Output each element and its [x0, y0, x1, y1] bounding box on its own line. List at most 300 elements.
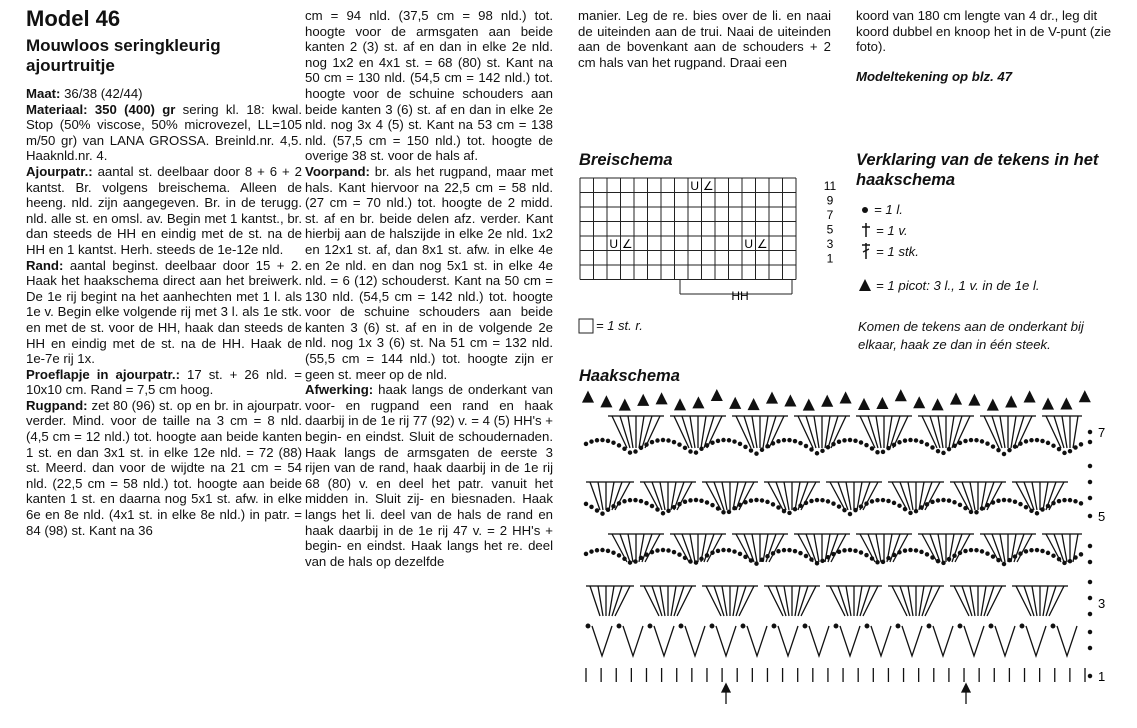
- chain-dot: [914, 439, 917, 442]
- chain-dot: [678, 443, 681, 446]
- legend-picot-text: = 1 picot: 3 l., 1 v. in de 1e l.: [876, 278, 1040, 293]
- chain-dot: [876, 451, 879, 454]
- chain-dot: [667, 549, 670, 552]
- chain-dot: [741, 624, 745, 628]
- paragraph-text: aantal st. deelbaar door 8 + 6 + 2 kantst. Br. volgens breischema. Alleen de heeng. nld. zijn aangegeven. Br. in de terugg. nld. alle st. en omsl. av. Begin met 1 kantst., br. dan steeds de HH en eindig met de st. na de HH en 1 kantst. Herh. steeds de 1e-12e nld.: [26, 163, 302, 257]
- chain-dot: [656, 549, 659, 552]
- chain-dot: [931, 446, 934, 449]
- chain-dot: [1057, 500, 1060, 503]
- chain-dot: [821, 499, 824, 502]
- paragraph-label: Afwerking:: [305, 382, 374, 398]
- picot-triangle: [896, 391, 906, 401]
- chain-dot: [694, 451, 697, 454]
- chain-dot: [958, 624, 962, 628]
- chain-dot: [1002, 452, 1005, 455]
- model-subtitle: Mouwloos seringkleurig ajourtruitje: [26, 36, 221, 75]
- chain-dot: [727, 439, 730, 442]
- chain-dot: [887, 499, 890, 502]
- chain-dot: [1063, 499, 1066, 502]
- chain-dot: [766, 500, 769, 503]
- chain-dot: [755, 562, 758, 565]
- chain-dot: [623, 500, 626, 503]
- picot-triangle: [657, 394, 667, 404]
- chain-dot: [711, 441, 714, 444]
- legend-dc: [858, 242, 919, 260]
- chain-dot: [1088, 580, 1091, 583]
- chain-dot: [936, 450, 939, 453]
- chain-dot: [799, 442, 802, 445]
- chain-dot: [804, 554, 807, 557]
- chain-dot: [722, 511, 725, 514]
- column-3-text: manier. Leg de re. bies over de li. en naai de uiteinden aan de trui. Naai de uiteinden aan de bovenkant aan de schouders + 2 cm hals van het rugpand. Draai een: [578, 8, 831, 70]
- chain-dot: [909, 511, 912, 514]
- chain-dot: [1052, 554, 1055, 557]
- chain-dot: [777, 440, 780, 443]
- chain-dot: [1052, 444, 1055, 447]
- haakschema-title: Haakschema: [579, 367, 680, 385]
- picot-triangle: [841, 393, 851, 403]
- picot-triangle: [877, 398, 887, 408]
- chain-dot: [760, 499, 763, 502]
- picot-triangle: [1061, 399, 1071, 409]
- chain-dot: [903, 439, 906, 442]
- chain-dot: [986, 552, 989, 555]
- column-4: [856, 8, 1121, 84]
- paragraph-label: Maat:: [26, 86, 61, 101]
- chain-dot: [744, 445, 747, 448]
- chain-dot: [931, 500, 934, 503]
- chain-dot: [1079, 443, 1082, 446]
- col1-paragraph: [26, 164, 302, 258]
- row-number: 5: [826, 222, 834, 237]
- sc-v-stitch: [592, 626, 612, 656]
- paragraph-label: Ajourpatr.:: [26, 163, 93, 179]
- chain-dot: [777, 550, 780, 553]
- chain-dot: [958, 441, 961, 444]
- chain-dot: [837, 440, 840, 443]
- chain-dot: [1074, 500, 1077, 503]
- chain-dot: [964, 439, 967, 442]
- chain-dot: [964, 507, 967, 510]
- col2-paragraph: [305, 164, 553, 382]
- picot-triangle: [601, 397, 611, 407]
- column-2: [305, 8, 553, 569]
- chain-dot: [716, 439, 719, 442]
- sc-v-stitch: [685, 626, 705, 656]
- legend-dc-text: = 1 stk.: [876, 244, 919, 259]
- chain-dot: [705, 501, 708, 504]
- chain-dot: [1088, 612, 1091, 615]
- chain-dot: [661, 512, 664, 515]
- chain-dot: [865, 444, 868, 447]
- row-number: 11: [823, 179, 837, 193]
- chain-dot: [755, 498, 758, 501]
- chain-dot: [969, 510, 972, 513]
- picot-triangle: [712, 390, 722, 400]
- chain-dot: [601, 438, 604, 441]
- chain-dot: [1088, 430, 1091, 433]
- chain-dot: [710, 624, 714, 628]
- row-number: 1: [1098, 669, 1106, 684]
- chain-dot: [1019, 503, 1022, 506]
- chain-dot: [716, 549, 719, 552]
- knit-symbol: U: [744, 237, 754, 251]
- chain-dot: [634, 450, 637, 453]
- paragraph-text: cm = 94 nld. (37,5 cm = 98 nld.) tot. hoogte voor de armsgaten aan beide kanten 2 (3) st. af en dan in elke 2e nld. nog 1x2 en 4x1 st. = 68 (80) st. Kant na 50 cm = 130 nld. (54,5 cm = 142 nld.) tot. hoogte voor de schuine schouders aan beide kanten 3 (6) st. af en dan in elke 2e nld. nog 3x 4 (5) st. Kant na 53 cm = 138 nld. (57,5 cm = 150 nld.) tot. hoogte de overige 38 st. voor de hals af.: [305, 8, 553, 164]
- picot-triangle: [583, 392, 593, 402]
- picot-triangle: [638, 395, 648, 405]
- chain-dot: [815, 452, 818, 455]
- chain-dot: [1088, 440, 1091, 443]
- column-4-text: koord van 180 cm lengte van 4 dr., leg dit koord dubbel en knoop het in de V-punt (zie foto).: [856, 8, 1112, 55]
- chain-dot: [854, 439, 857, 442]
- chain-dot: [834, 624, 838, 628]
- chain-dot: [672, 441, 675, 444]
- row-number: 5: [1098, 509, 1106, 524]
- chain-dot: [892, 501, 895, 504]
- picot-triangle: [804, 400, 814, 410]
- chain-dot: [810, 448, 813, 451]
- legend-chain-text: = 1 l.: [874, 202, 903, 217]
- row-number: 3: [826, 237, 834, 251]
- chain-dot: [859, 551, 862, 554]
- sc-v-stitch: [995, 626, 1015, 656]
- row-number: 9: [826, 193, 834, 208]
- picot-triangle: [822, 396, 832, 406]
- chain-dot: [997, 449, 1000, 452]
- sc-v-stitch: [902, 626, 922, 656]
- picot-triangle: [933, 400, 943, 410]
- chain-dot: [947, 448, 950, 451]
- chain-dot: [1088, 464, 1091, 467]
- chain-dot: [837, 505, 840, 508]
- picot-triangle: [988, 400, 998, 410]
- chain-dot: [584, 442, 587, 445]
- chain-dot: [1046, 441, 1049, 444]
- chain-dot: [683, 500, 686, 503]
- chain-dot: [679, 624, 683, 628]
- knit-stitch-icon: [578, 318, 594, 334]
- chain-dot: [1079, 553, 1082, 556]
- paragraph-label: Rugpand:: [26, 397, 88, 413]
- paragraph-text: aantal beginst. deelbaar door 15 + 2. Haak het haakschema direct aan het breiwerk. De 1e rij begint na het aanhechten met 1 l. als 1e v. Begin elke volgende rij met 3 l. als 1e stk. en met de st. voor de HH, haak dan steeds de HH en eindig met de st. na de HH. Haak de 1e-7e rij 1x.: [26, 257, 302, 367]
- chain-dot: [1013, 500, 1016, 503]
- chain-dot: [722, 438, 725, 441]
- column-3: [578, 8, 831, 70]
- column-1: [26, 6, 302, 538]
- chain-dot: [1008, 499, 1011, 502]
- chain-dot: [1020, 624, 1024, 628]
- chain-dot: [678, 553, 681, 556]
- chain-dot: [1051, 624, 1055, 628]
- chain-dot: [843, 439, 846, 442]
- chain-dot: [672, 551, 675, 554]
- chain-dot: [1046, 551, 1049, 554]
- chain-dot: [617, 444, 620, 447]
- chain-dot-icon: [862, 207, 868, 213]
- chain-dot: [903, 549, 906, 552]
- sc-v-stitch: [1057, 626, 1077, 656]
- chain-dot: [914, 510, 917, 513]
- chain-dot: [947, 499, 950, 502]
- legend-picot: [858, 278, 1040, 293]
- model-title: Model 46: [26, 6, 121, 31]
- chain-dot: [1088, 544, 1091, 547]
- chain-dot: [700, 499, 703, 502]
- chain-dot: [1024, 440, 1027, 443]
- chain-dot: [826, 500, 829, 503]
- chain-dot: [1035, 512, 1038, 515]
- chain-dot: [870, 500, 873, 503]
- modeltekening-ref: Modeltekening op blz. 47: [856, 68, 1013, 84]
- chain-dot: [683, 446, 686, 449]
- chain-dot: [991, 555, 994, 558]
- chain-dot: [989, 624, 993, 628]
- chain-dot: [617, 554, 620, 557]
- col2-paragraph: [305, 382, 553, 569]
- paragraph-label: Voorpand:: [305, 163, 370, 179]
- chain-dot: [1057, 448, 1060, 451]
- row-number: 1: [826, 251, 834, 266]
- chain-dot: [909, 548, 912, 551]
- chain-dot: [1088, 596, 1091, 599]
- paragraph-label: Materiaal: 350 (400) gr: [26, 101, 176, 117]
- chain-dot: [898, 441, 901, 444]
- picot-triangle: [767, 393, 777, 403]
- chain-dot: [1035, 548, 1038, 551]
- chain-dot: [848, 548, 851, 551]
- chain-dot: [771, 503, 774, 506]
- breischema-title: Breischema: [579, 151, 673, 169]
- chain-dot: [832, 502, 835, 505]
- chain-dot: [606, 549, 609, 552]
- chain-dot: [1008, 449, 1011, 452]
- legend-note: Komen de tekens aan de onderkant bij elkaar, haak ze dan in één steek.: [858, 319, 1084, 352]
- chain-dot: [788, 549, 791, 552]
- chain-dot: [799, 552, 802, 555]
- sc-v-stitch: [1026, 626, 1046, 656]
- haakschema-chart: [580, 386, 1110, 716]
- chain-dot: [975, 549, 978, 552]
- chain-dot: [689, 450, 692, 453]
- chain-dot: [837, 550, 840, 553]
- chain-dot: [969, 438, 972, 441]
- chain-dot: [1079, 502, 1082, 505]
- chain-dot: [1030, 549, 1033, 552]
- chain-dot: [881, 450, 884, 453]
- picot-triangle: [1080, 392, 1090, 402]
- picot-triangle: [969, 395, 979, 405]
- chain-dot: [661, 438, 664, 441]
- chain-dot: [848, 438, 851, 441]
- chain-dot: [881, 498, 884, 501]
- knit-symbol: U: [690, 179, 700, 193]
- sc-v-stitch: [778, 626, 798, 656]
- chain-dot: [689, 499, 692, 502]
- chain-dot: [920, 440, 923, 443]
- col2-paragraph: [305, 8, 553, 164]
- chain-dot: [815, 498, 818, 501]
- knit-symbol: U: [609, 237, 619, 251]
- chain-dot: [612, 441, 615, 444]
- chain-dot: [1002, 498, 1005, 501]
- picot-triangle: [1006, 397, 1016, 407]
- chain-dot: [936, 499, 939, 502]
- chain-dot: [628, 451, 631, 454]
- chain-dot: [964, 549, 967, 552]
- double-crochet-icon: [860, 242, 872, 260]
- chain-dot: [1088, 514, 1091, 517]
- chain-dot: [656, 439, 659, 442]
- chain-dot: [782, 439, 785, 442]
- sc-v-stitch: [654, 626, 674, 656]
- chain-dot: [755, 452, 758, 455]
- sc-v-stitch: [623, 626, 643, 656]
- picot-triangle: [675, 400, 685, 410]
- chain-dot: [804, 444, 807, 447]
- chain-dot: [1030, 439, 1033, 442]
- picot-triangle: [1025, 392, 1035, 402]
- chain-dot: [925, 443, 928, 446]
- chain-dot: [909, 438, 912, 441]
- chain-dot: [727, 549, 730, 552]
- picot-triangle: [730, 398, 740, 408]
- chain-dot: [733, 440, 736, 443]
- chain-dot: [975, 439, 978, 442]
- chain-dot: [639, 500, 642, 503]
- chain-dot: [749, 499, 752, 502]
- arrow-icon: [962, 684, 970, 692]
- sc-v-stitch: [716, 626, 736, 656]
- chain-dot: [969, 548, 972, 551]
- chain-dot: [595, 439, 598, 442]
- paragraph-text: zet 80 (96) st. op en br. in ajourpatr. verder. Mind. voor de taille na 3 cm = 8 nld. (4,5 cm = 12 nld.) tot. hoogte aan beide kanten 1 st. en dan 3x1 st. in elke 12e nld. = 72 (88) st. Meerd. dan voor de wijdte na 21 cm = 54 nld. (22,5 cm = 58 nld.) tot. hoogte aan beide kanten 1 st. en daarna nog 5x1 st. afw. in elke 6e en 8e nld. (4x1 st. in elke 8e nld.) in patr. = 84 (98) st. Kant na 36: [26, 397, 302, 538]
- chain-dot: [1063, 451, 1066, 454]
- chain-dot: [848, 512, 851, 515]
- chain-dot: [865, 624, 869, 628]
- chain-dot: [650, 504, 653, 507]
- chain-dot: [777, 506, 780, 509]
- chain-dot: [645, 502, 648, 505]
- chain-dot: [1024, 550, 1027, 553]
- chain-dot: [898, 504, 901, 507]
- chain-dot: [1088, 560, 1091, 563]
- chain-dot: [854, 549, 857, 552]
- col1-paragraph: [26, 367, 302, 398]
- breischema-legend: = 1 st. r.: [596, 318, 643, 333]
- sc-v-stitch: [840, 626, 860, 656]
- paragraph-label: Rand:: [26, 257, 64, 273]
- chain-dot: [628, 499, 631, 502]
- picot-triangle: [693, 398, 703, 408]
- chain-dot: [760, 448, 763, 451]
- picot-triangle: [785, 396, 795, 406]
- paragraph-text: sering kl. 18: kwal. Stop (50% viscose, 50% microvezel, LL=105 m/50 gr) van LANA GROSSA. Breinld.nr. 4,5. Haaknld.nr. 4.: [26, 101, 302, 164]
- paragraph-text: br. als het rugpand, maar met hals. Kant hiervoor na 22,5 cm = 58 nld. (27 cm = 70 nld.) tot. hoogte de 2 midd. st. af en br. beide delen afz. verder. Kant hierbij aan de halszijde in elke 2e nld. 1x2 en 12x1 st. af, dan 8x1 st. afw. in elke 4e en 2e nld. en dan nog 5x1 st. in elke 4e nld. = 6 (12) schouderst. Kant na 50 cm = 130 nld. (54,5 cm = 142 nld.) tot. hoogte voor de schuine schouders aan beide kanten 3 (6) st. af en in de volgende 2e nld. nog 1x 3 (6) st. Na 51 cm = 132 nld. (55,5 cm = 144 nld.) tot. hoogte zijn er geen st. meer op de nld.: [305, 163, 553, 382]
- chain-dot: [975, 511, 978, 514]
- chain-dot: [997, 499, 1000, 502]
- chain-dot: [870, 447, 873, 450]
- chain-dot: [650, 441, 653, 444]
- chain-dot: [1068, 450, 1071, 453]
- row-number: 7: [826, 208, 834, 222]
- chain-dot: [586, 624, 590, 628]
- paragraph-text: 17 st. + 26 nld. = 10x10 cm. Rand = 7,5 cm hoog.: [26, 366, 302, 398]
- chain-dot: [920, 550, 923, 553]
- chain-dot: [1088, 646, 1091, 649]
- chain-dot: [590, 505, 593, 508]
- paragraph-text: haak langs de onderkant van voor- en rugpand een rand en haak daarbij in de 1e rij 77 (92) v. = 4 (5) HH's + begin- en eindst. Sluit de schoudernaden. Haak langs de armsgaten de eerste 3 rijen van de rand, haak daarbij in de 1e rij 68 (80) v. en deel het patr. vanuit het midden in. Sluit zij- en biesnaden. Haak langs het li. deel van de hals de rand en haak daarbij in de 1e rij 47 v. = 2 HH's + begin- en eindst. Haak langs het re. deel van de hals op dezelfde: [305, 382, 553, 569]
- row-number: 3: [1098, 596, 1106, 611]
- chain-dot: [815, 562, 818, 565]
- chain-dot: [601, 512, 604, 515]
- verklaring-title: Verklaring van de tekens in het haakschema: [856, 151, 1099, 189]
- chain-dot: [810, 499, 813, 502]
- chain-dot: [1024, 506, 1027, 509]
- dc-stitch: [1073, 416, 1078, 448]
- sc-v-stitch: [809, 626, 829, 656]
- chain-dot: [772, 624, 776, 628]
- chain-dot: [859, 441, 862, 444]
- chain-dot: [617, 624, 621, 628]
- chain-dot: [1088, 480, 1091, 483]
- chain-dot: [733, 550, 736, 553]
- knit-symbol: ∠: [621, 237, 633, 251]
- chain-dot: [1002, 562, 1005, 565]
- paragraph-text: 36/38 (42/44): [60, 86, 143, 101]
- chain-dot: [738, 442, 741, 445]
- sc-v-stitch: [933, 626, 953, 656]
- chain-dot: [925, 553, 928, 556]
- chain-dot: [744, 555, 747, 558]
- chain-dot: [914, 549, 917, 552]
- chain-dot: [590, 440, 593, 443]
- chain-dot: [661, 548, 664, 551]
- chain-dot: [595, 549, 598, 552]
- chain-dot: [843, 549, 846, 552]
- sc-v-stitch: [871, 626, 891, 656]
- chain-dot: [865, 554, 868, 557]
- chain-dot: [1088, 674, 1091, 677]
- chain-dot: [980, 550, 983, 553]
- chain-dot: [986, 442, 989, 445]
- chain-dot: [980, 440, 983, 443]
- chain-dot: [1041, 549, 1044, 552]
- chain-dot: [821, 449, 824, 452]
- single-crochet-icon: [860, 222, 872, 238]
- chain-dot: [793, 440, 796, 443]
- chain-dot: [927, 624, 931, 628]
- chain-dot: [595, 509, 598, 512]
- sc-v-stitch: [964, 626, 984, 656]
- chain-dot: [584, 502, 587, 505]
- chain-dot: [711, 504, 714, 507]
- chain-dot: [694, 498, 697, 501]
- chain-dot: [896, 624, 900, 628]
- picot-triangle-icon: [858, 278, 872, 292]
- chain-dot: [991, 445, 994, 448]
- chain-dot: [623, 447, 626, 450]
- col1-paragraph: [26, 398, 302, 538]
- picot-triangle: [1043, 399, 1053, 409]
- picot-triangle: [749, 399, 759, 409]
- chain-dot: [1035, 438, 1038, 441]
- knit-symbol: ∠: [702, 179, 714, 193]
- chain-dot: [942, 498, 945, 501]
- chain-dot: [1088, 630, 1091, 633]
- column-2-body: [305, 8, 553, 569]
- chain-dot: [727, 510, 730, 513]
